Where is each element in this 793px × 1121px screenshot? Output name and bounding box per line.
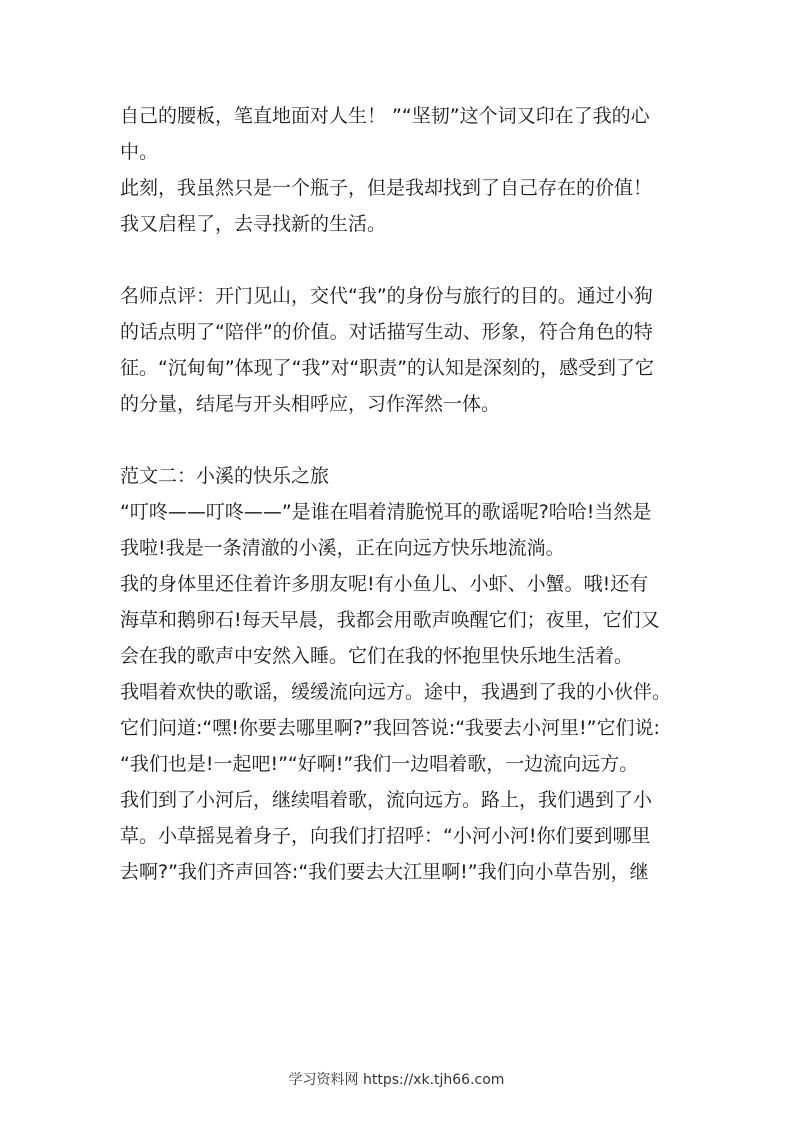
text-line: 征。“沉甸甸”体现了“我”对“职责”的认知是深刻的，感受到了它 (120, 357, 655, 379)
page-footer: 学习资料网 https://xk.tjh66.com (288, 1072, 505, 1088)
text-line: 的分量，结尾与开头相呼应，习作浑然一体。 (120, 393, 501, 415)
text-line: 此刻，我虽然只是一个瓶子，但是我却找到了自己存在的价值！ (120, 177, 653, 199)
paragraph-gap (120, 242, 676, 278)
text-line: 会在我的歌声中安然入睡。它们在我的怀抱里快乐地生活着。 (120, 645, 634, 667)
text-line: 我唱着欢快的歌谣，缓缓流向远方。途中，我遇到了我的小伙伴。 (120, 681, 672, 703)
text-line: 草。小草摇晃着身子，向我们打招呼：“小河小河!你们要到哪里 (120, 825, 651, 847)
text-line: 我们到了小河后，继续唱着歌，流向远方。路上，我们遇到了小 (120, 789, 653, 811)
paragraph-gap (120, 422, 676, 458)
text-line: 它们问道:“嘿!你要去哪里啊?”我回答说:“我要去小河里!”它们说: (120, 717, 660, 739)
text-line: 的话点明了“陪伴”的价值。对话描写生动、形象，符合角色的特 (120, 321, 653, 343)
text-line: 我又启程了，去寻找新的生活。 (120, 213, 387, 235)
article-body (120, 98, 676, 890)
text-line: 名师点评：开门见山，交代“我”的身份与旅行的目的。通过小狗 (120, 285, 653, 307)
text-line: 中。 (120, 141, 159, 163)
text-line: 去啊?”我们齐声回答:“我们要去大江里啊!”我们向小草告别，继 (120, 861, 649, 883)
text-line: “我们也是!一起吧!”“好啊!”我们一边唱着歌，一边流向远方。 (120, 753, 639, 775)
text-line: 自己的腰板，笔直地面对人生！ ”“坚韧”这个词又印在了我的心 (120, 105, 650, 127)
text-line: 我的身体里还住着许多朋友呢!有小鱼儿、小虾、小蟹。哦!还有 (120, 573, 649, 595)
section-heading: 范文二：小溪的快乐之旅 (120, 465, 330, 487)
text-line: 海草和鹅卵石!每天早晨，我都会用歌声唤醒它们；夜里，它们又 (120, 609, 660, 631)
text-line: “叮咚——叮咚——”是谁在唱着清脆悦耳的歌谣呢?哈哈!当然是 (120, 501, 652, 523)
text-line: 我啦!我是一条清澈的小溪，正在向远方快乐地流淌。 (120, 537, 565, 559)
